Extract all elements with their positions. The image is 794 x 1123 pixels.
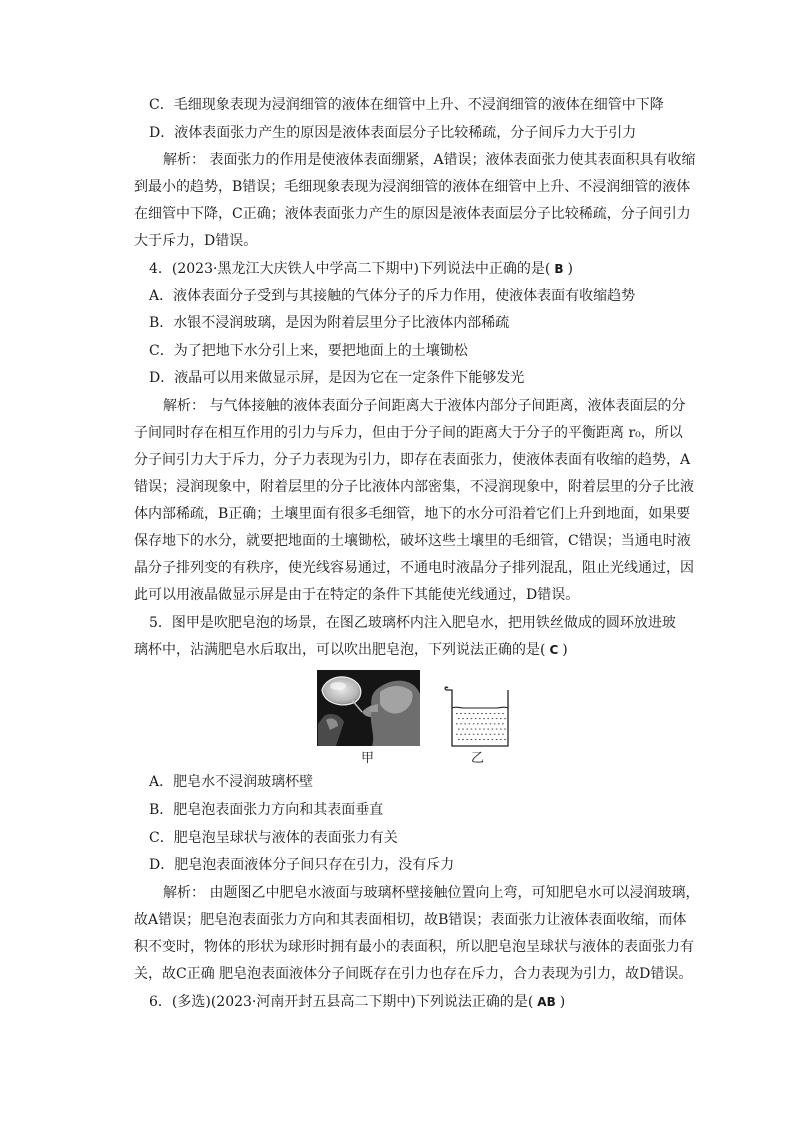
liquid-dot	[466, 718, 468, 719]
liquid-dot	[485, 734, 487, 735]
liquid-dot	[469, 723, 471, 724]
beaker-liquid-dots	[456, 713, 506, 740]
liquid-dot	[458, 729, 460, 730]
liquid-dot	[473, 723, 475, 724]
liquid-dot	[460, 713, 462, 714]
liquid-dot	[487, 718, 489, 719]
liquid-dot	[473, 734, 475, 735]
line-text: D．液体表面张力产生的原因是液体表面层分子比较稀疏，分子间斥力大于引力	[149, 125, 637, 141]
line-tail: )	[559, 994, 566, 1010]
liquid-dot	[479, 739, 481, 740]
liquid-dot	[466, 739, 468, 740]
liquid-dot	[492, 739, 494, 740]
liquid-dot	[456, 713, 458, 714]
liquid-dot	[483, 729, 485, 730]
line-tail: )	[562, 642, 568, 658]
line-text: 保存地下的水分，就要把地面的土壤锄松，破坏这些土壤里的毛细管，C错误；当通电时液	[134, 533, 691, 549]
liquid-dot	[483, 739, 485, 740]
liquid-dot	[498, 723, 500, 724]
line-text: D．肥皂泡表面液体分子间只存在引力，没有斥力	[149, 857, 455, 873]
liquid-dot	[481, 713, 483, 714]
figure-caption-right: 乙	[471, 751, 485, 766]
liquid-dot	[494, 734, 496, 735]
line-text: 5．图甲是吹肥皂泡的场景，在图乙玻璃杯内注入肥皂水，把用铁丝做成的圆环放进玻	[149, 615, 676, 631]
liquid-dot	[504, 718, 506, 719]
liquid-dot	[464, 734, 466, 735]
line-text: 关，故C正确 肥皂泡表面液体分子间既存在引力也存在斥力，合力表现为引力，故D错误。	[134, 966, 693, 982]
liquid-dot	[469, 713, 471, 714]
liquid-dot	[475, 718, 477, 719]
liquid-dot	[479, 718, 481, 719]
line-text: 到最小的趋势，B错误；毛细现象表现为浸润细管的液体在细管中上升、不浸润细管的液体	[134, 179, 691, 195]
liquid-dot	[464, 713, 466, 714]
answer-mark: AB	[537, 995, 556, 1009]
line-text: 6．(多选)(2023·河南开封五县高二下期中)下列说法正确的是(	[149, 994, 534, 1010]
liquid-dot	[466, 729, 468, 730]
liquid-dot	[475, 729, 477, 730]
liquid-dot	[504, 729, 506, 730]
liquid-dot	[460, 734, 462, 735]
liquid-dot	[481, 723, 483, 724]
liquid-dot	[473, 713, 475, 714]
line-text: 体内部稀疏，B正确；土壤里面有很多毛细管，地下的水分可沿着它们上升到地面，如果要	[134, 506, 691, 522]
liquid-dot	[462, 718, 464, 719]
line-text: 大于斥力，D错误。	[134, 233, 258, 249]
line-text: D．液晶可以用来做显示屏，是因为它在一定条件下能够发光	[149, 370, 525, 386]
liquid-dot	[477, 723, 479, 724]
liquid-dot	[460, 723, 462, 724]
line-text: 故A错误；肥皂泡表面张力方向和其表面相切，故B错误；表面张力让液体表面收缩，而体	[134, 912, 687, 928]
liquid-dot	[487, 729, 489, 730]
line-text: 错误；浸润现象中，附着层里的分子比液体内部密集，不浸润现象中，附着层里的分子比液	[134, 479, 694, 495]
liquid-dot	[490, 734, 492, 735]
liquid-dot	[471, 718, 473, 719]
line-text: C．毛细现象表现为浸润细管的液体在细管中上升、不浸润细管的液体在细管中下降	[149, 97, 664, 113]
liquid-dot	[492, 729, 494, 730]
figure-caption-left: 甲	[361, 751, 375, 766]
line-text: 子间同时存在相互作用的引力与斥力，但由于分子间的距离大于分子的平衡距离 r₀，所以	[134, 425, 683, 441]
liquid-dot	[502, 723, 504, 724]
line-text: C．为了把地下水分引上来，要把地面上的土壤锄松	[149, 343, 468, 359]
line-text: 晶分子排列变的有秩序，使光线容易通过，不通电时液晶分子排列混乱，阻止光线通过，因	[134, 560, 694, 576]
line-text: C．肥皂泡呈球状与液体的表面张力有关	[149, 830, 398, 846]
liquid-dot	[462, 729, 464, 730]
liquid-dot	[504, 739, 506, 740]
line-text: 解析： 由题图乙中肥皂水液面与玻璃杯壁接触位置向上弯，可知肥皂水可以浸润玻璃，	[163, 885, 700, 901]
liquid-dot	[477, 734, 479, 735]
line-text: B．肥皂泡表面张力方向和其表面垂直	[149, 802, 384, 818]
liquid-dot	[477, 713, 479, 714]
liquid-dot	[464, 723, 466, 724]
liquid-dot	[496, 718, 498, 719]
line-text: 此可以用液晶做显示屏是由于在特定的条件下其能使光线通过，D错误。	[134, 587, 580, 603]
line-text: 积不变时，物体的形状为球形时拥有最小的表面积，所以肥皂泡呈球状与液体的表面张力有	[134, 939, 694, 955]
liquid-dot	[498, 713, 500, 714]
liquid-dot	[500, 729, 502, 730]
liquid-dot	[475, 739, 477, 740]
liquid-dot	[502, 734, 504, 735]
line-text: B．水银不浸润玻璃，是因为附着层里分子比液体内部稀疏	[149, 315, 510, 331]
liquid-dot	[456, 734, 458, 735]
answer-mark: B	[554, 262, 564, 276]
liquid-dot	[485, 723, 487, 724]
line-text: 解析： 表面张力的作用是使液体表面绷紧，A错误；液体表面张力使其表面积具有收缩	[163, 152, 696, 168]
liquid-dot	[456, 723, 458, 724]
liquid-dot	[469, 734, 471, 735]
liquid-dot	[494, 713, 496, 714]
liquid-dot	[485, 713, 487, 714]
line-text: A．液体表面分子受到与其接触的气体分子的斥力作用，使液体表面有收缩趋势	[149, 288, 636, 304]
liquid-dot	[458, 718, 460, 719]
beaker-diagram	[445, 687, 508, 746]
line-text: 解析： 与气体接触的液体表面分子间距离大于液体内部分子间距离，液体表面层的分	[163, 398, 686, 414]
bubble-photo	[317, 670, 420, 746]
liquid-dot	[458, 739, 460, 740]
line-text: 在细管中下降，C正确；液体表面张力产生的原因是液体表面层分子比较稀疏，分子间引力	[134, 206, 691, 222]
liquid-dot	[481, 734, 483, 735]
liquid-dot	[487, 739, 489, 740]
liquid-dot	[500, 739, 502, 740]
liquid-dot	[502, 713, 504, 714]
liquid-dot	[483, 718, 485, 719]
liquid-dot	[471, 729, 473, 730]
answer-mark: C	[549, 643, 559, 657]
liquid-dot	[498, 734, 500, 735]
liquid-dot	[496, 729, 498, 730]
line-text: 璃杯中，沾满肥皂水后取出，可以吹出肥皂泡，下列说法正确的是(	[134, 642, 546, 658]
line-text: 4．(2023·黑龙江大庆铁人中学高二下期中)下列说法中正确的是(	[149, 261, 551, 277]
liquid-dot	[490, 713, 492, 714]
line-text: A．肥皂水不浸润玻璃杯壁	[149, 774, 314, 790]
liquid-dot	[479, 729, 481, 730]
line-text: 分子间引力大于斥力，分子力表现为引力，即存在表面张力，使液体表面有收缩的趋势，A	[134, 452, 691, 468]
liquid-dot	[494, 723, 496, 724]
liquid-dot	[490, 723, 492, 724]
liquid-dot	[462, 739, 464, 740]
liquid-dot	[500, 718, 502, 719]
liquid-dot	[496, 739, 498, 740]
liquid-dot	[492, 718, 494, 719]
liquid-dot	[471, 739, 473, 740]
line-tail: )	[567, 261, 573, 277]
